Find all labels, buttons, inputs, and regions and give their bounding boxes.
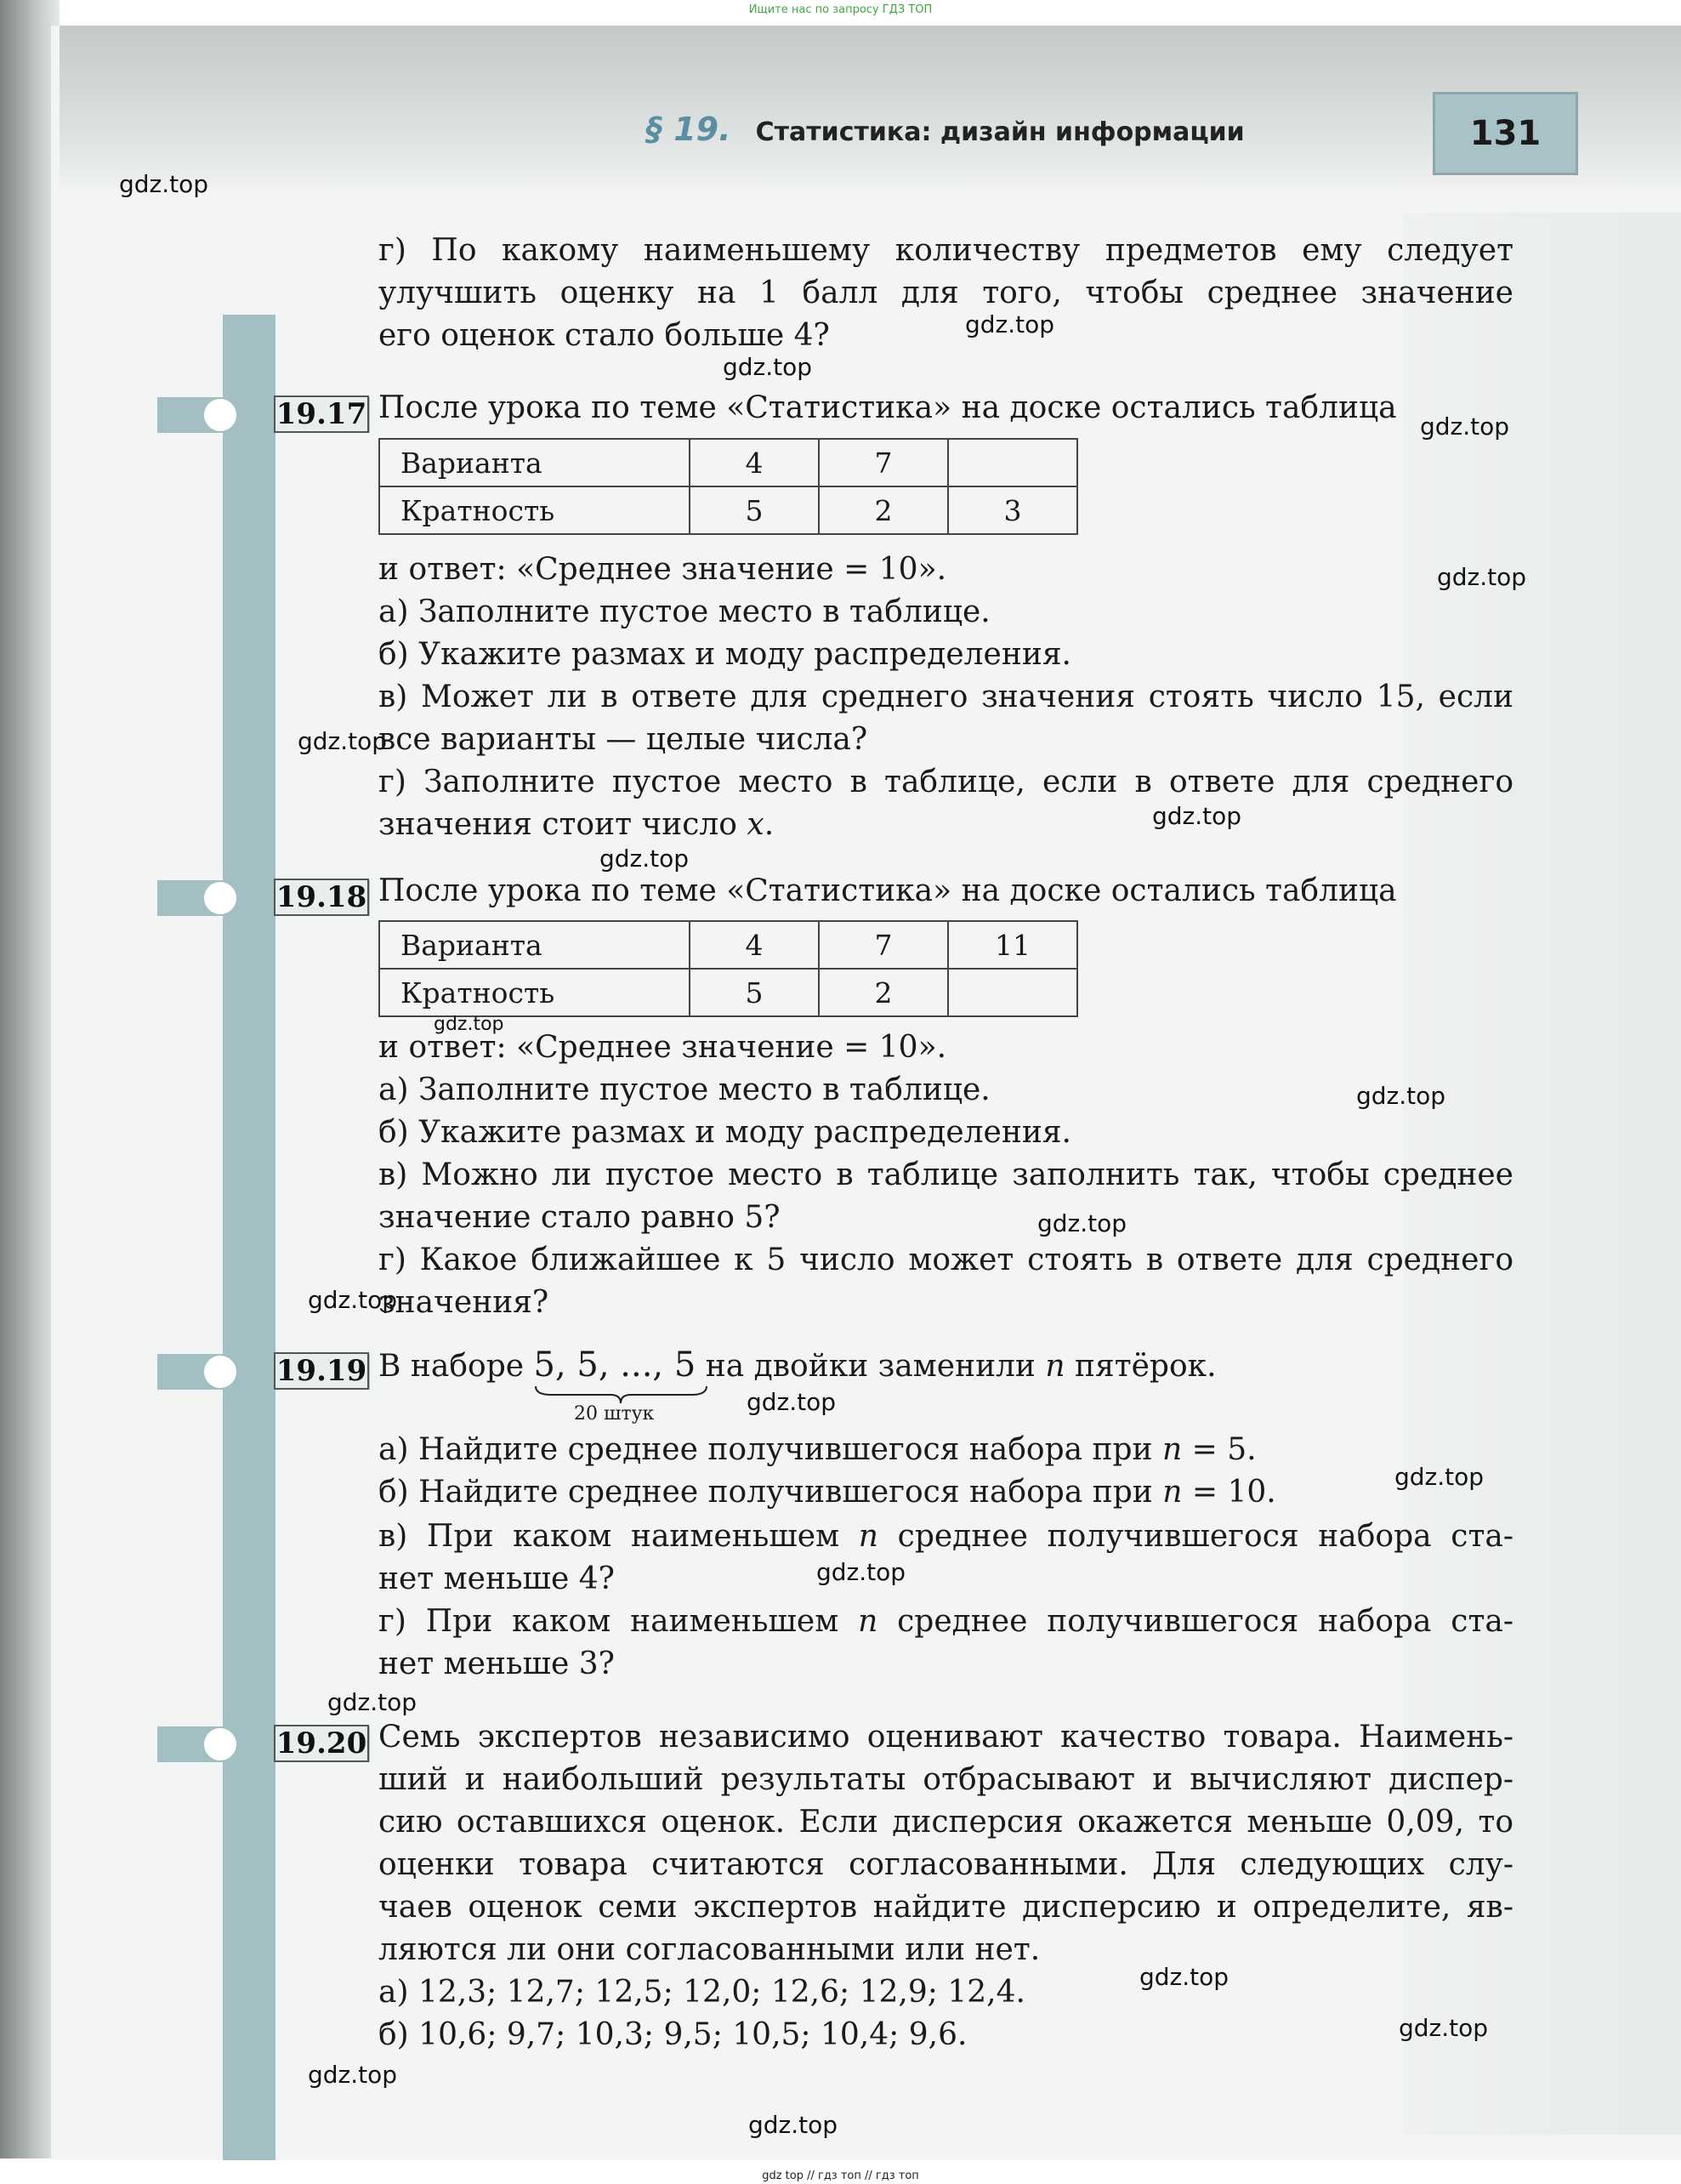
- watermark: gdz.top: [747, 1388, 837, 1416]
- difficulty-circle-icon: [204, 399, 236, 431]
- table-cell-empty: [948, 969, 1077, 1016]
- watermark: gdz.top: [1139, 1963, 1230, 1991]
- question-g: г) Какое ближайшее к 5 число может стоять в ответе для среднего: [378, 1243, 1513, 1277]
- problem-intro: После урока по теме «Статистика» на доске остались таблица: [378, 873, 1397, 908]
- question-v-cont: нет меньше 4?: [378, 1561, 615, 1596]
- watermark: gdz.top: [1420, 412, 1510, 441]
- table-cell: 5: [690, 486, 819, 534]
- problem-number: 19.19: [274, 1352, 369, 1390]
- underbrace-icon: [534, 1385, 708, 1405]
- question-b: б) Укажите размах и моду распределения.: [378, 637, 1071, 672]
- running-header: [646, 111, 1245, 148]
- difficulty-circle-icon: [204, 1356, 236, 1388]
- page-number: 131: [1433, 92, 1578, 175]
- table-row: [379, 486, 1077, 534]
- watermark: gdz.top: [816, 1558, 906, 1586]
- table-cell: 2: [819, 969, 948, 1016]
- table-row: [379, 969, 1077, 1016]
- question-a: а) Заполните пустое место в таблице.: [378, 1072, 991, 1107]
- text-line: ший и наибольший результаты отбрасывают и вычисляют диспер-: [378, 1762, 1513, 1797]
- table-row-header: Кратность: [379, 969, 690, 1016]
- answer-line: и ответ: «Среднее значение = 10».: [378, 1030, 947, 1065]
- watermark: gdz.top: [965, 310, 1055, 338]
- question-v-cont: все варианты — целые числа?: [378, 722, 868, 757]
- difficulty-circle-icon: [204, 1728, 236, 1760]
- section-title: Статистика: дизайн информации: [755, 117, 1245, 147]
- table-cell: 4: [690, 439, 819, 486]
- watermark: gdz.top: [1399, 2014, 1489, 2042]
- question-g: г) При каком наименьшем n среднее получившегося набора ста-: [378, 1604, 1513, 1639]
- question-v: в) Может ли в ответе для среднего значения стоять число 15, если: [378, 680, 1513, 714]
- watermark: gdz.top: [434, 1014, 504, 1035]
- watermark: gdz.top: [599, 845, 690, 873]
- text-line: оценки товара считаются согласованными. Для следующих слу-: [378, 1847, 1513, 1882]
- table-cell: 7: [819, 921, 948, 969]
- watermark: gdz.top: [1356, 1082, 1446, 1110]
- watermark: gdz.top: [308, 2061, 398, 2089]
- table-row-header: Варианта: [379, 439, 690, 486]
- watermark: gdz.top: [298, 727, 388, 755]
- question-b: б) Найдите среднее получившегося набора при n = 10.: [378, 1475, 1276, 1510]
- question-b: б) Укажите размах и моду распределения.: [378, 1115, 1071, 1150]
- watermark: gdz.top: [723, 353, 813, 381]
- watermark: gdz.top: [748, 2111, 838, 2139]
- table-row: [379, 921, 1077, 969]
- question-a: а) 12,3; 12,7; 12,5; 12,0; 12,6; 12,9; 12,4.: [378, 1975, 1025, 2010]
- question-g: г) Заполните пустое место в таблице, если в ответе для среднего: [378, 765, 1513, 799]
- question-v-cont: значение стало равно 5?: [378, 1200, 781, 1235]
- table-cell: 4: [690, 921, 819, 969]
- difficulty-circle-icon: [204, 882, 236, 914]
- watermark: gdz.top: [327, 1688, 417, 1716]
- text-line: его оценок стало больше 4?: [378, 318, 830, 353]
- question-v: в) При каком наименьшем n среднее получившегося набора ста-: [378, 1519, 1513, 1554]
- watermark: gdz.top: [119, 170, 209, 198]
- section-number: § 19.: [646, 111, 731, 148]
- table-cell: 3: [948, 486, 1077, 534]
- table-cell: 5: [690, 969, 819, 1016]
- problem-number: 19.17: [274, 395, 369, 433]
- text-line: Семь экспертов независимо оценивают качество товара. Наимень-: [378, 1720, 1513, 1755]
- question-b: б) 10,6; 9,7; 10,3; 9,5; 10,5; 10,4; 9,6.: [378, 2017, 968, 2052]
- question-g-cont: нет меньше 3?: [378, 1647, 615, 1681]
- question-v: в) Можно ли пустое место в таблице заполнить так, чтобы среднее: [378, 1157, 1513, 1192]
- problem-number: 19.20: [274, 1725, 369, 1762]
- table-row-header: Варианта: [379, 921, 690, 969]
- table-cell: 2: [819, 486, 948, 534]
- watermark: gdz.top: [1152, 802, 1242, 830]
- data-table: [378, 920, 1078, 1017]
- brace-label: 20 штук: [574, 1403, 655, 1425]
- answer-line: и ответ: «Среднее значение = 10».: [378, 552, 947, 587]
- problem-intro: В наборе 5, 5, ..., 5 на двойки заменили n пятёрок.: [378, 1345, 1217, 1385]
- text-line: сию оставшихся оценок. Если дисперсия окажется меньше 0,09, то: [378, 1805, 1513, 1840]
- watermark: gdz.top: [308, 1286, 398, 1314]
- question-a: а) Найдите среднее получившегося набора при n = 5.: [378, 1432, 1257, 1467]
- top-note: Ищите нас по запросу ГДЗ ТОП: [748, 3, 933, 16]
- text-line: г) По какому наименьшему количеству предметов ему следует: [378, 233, 1513, 268]
- bottom-note: gdz top // гдз топ // гдз топ: [762, 2170, 919, 2182]
- data-table: [378, 438, 1078, 535]
- question-a: а) Заполните пустое место в таблице.: [378, 594, 991, 629]
- question-g-cont: значения?: [378, 1285, 549, 1320]
- table-cell: 11: [948, 921, 1077, 969]
- table-cell: 7: [819, 439, 948, 486]
- table-row-header: Кратность: [379, 486, 690, 534]
- problem-intro: После урока по теме «Статистика» на доске остались таблица: [378, 390, 1397, 425]
- watermark: gdz.top: [1037, 1209, 1127, 1237]
- text-line: улучшить оценку на 1 балл для того, чтобы среднее значение: [378, 276, 1513, 310]
- table-cell-empty: [948, 439, 1077, 486]
- table-row: [379, 439, 1077, 486]
- problem-number: 19.18: [274, 879, 369, 916]
- watermark: gdz.top: [1437, 563, 1527, 591]
- text-line: чаев оценок семи экспертов найдите дисперсию и определите, яв-: [378, 1890, 1513, 1925]
- question-g-cont: значения стоит число x.: [378, 807, 775, 842]
- text-line: ляются ли они согласованными или нет.: [378, 1932, 1041, 1967]
- margin-strip: [223, 315, 275, 2160]
- number-set: 5, 5, ..., 5: [533, 1345, 696, 1385]
- watermark: gdz.top: [1394, 1463, 1485, 1491]
